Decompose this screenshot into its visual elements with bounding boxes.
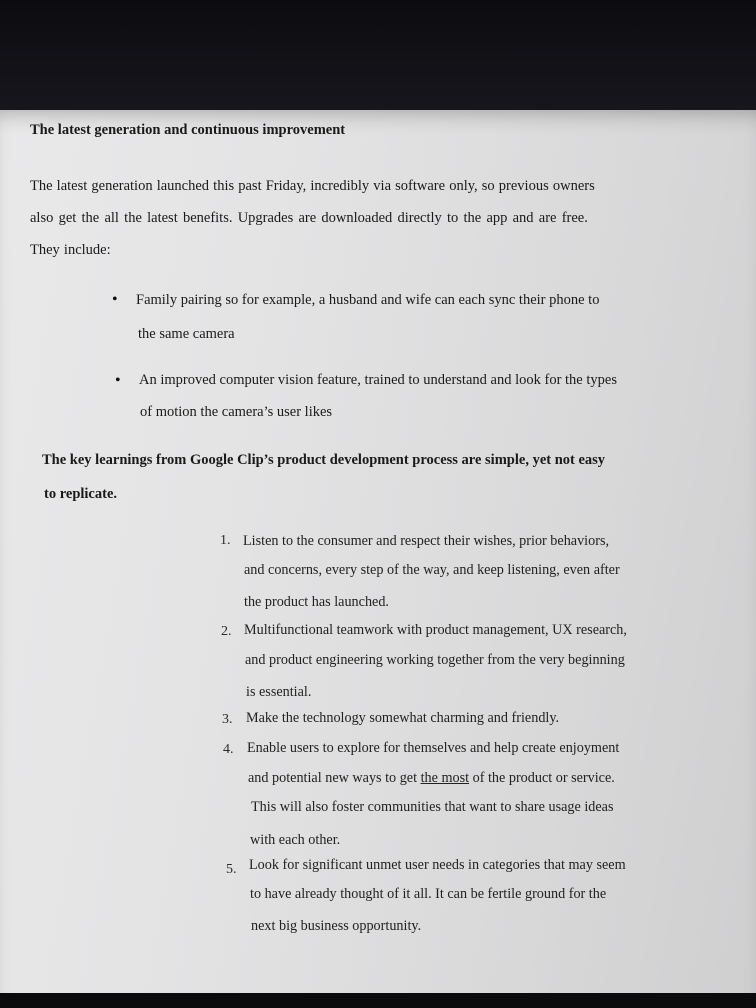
list-number: 3. bbox=[222, 712, 233, 727]
list-item: and concerns, every step of the way, and keep listening, even after bbox=[244, 562, 620, 578]
list-item: with each other. bbox=[250, 832, 341, 848]
list-item: the product has launched. bbox=[244, 594, 389, 610]
list-item: next big business opportunity. bbox=[251, 918, 422, 934]
list-number: 5. bbox=[226, 862, 237, 877]
list-item: This will also foster communities that want to share usage ideas bbox=[251, 799, 614, 815]
section-heading-latest-generation: The latest generation and continuous improvement bbox=[30, 122, 346, 138]
list-item: Listen to the consumer and respect their wishes, prior behaviors, bbox=[243, 533, 610, 549]
list-item bbox=[248, 770, 615, 787]
bullet-icon: • bbox=[115, 372, 121, 389]
list-number: 4. bbox=[223, 742, 234, 757]
bullet-item: An improved computer vision feature, trained to understand and look for the types bbox=[139, 372, 617, 388]
list-item: Multifunctional teamwork with product management, UX research, bbox=[244, 622, 627, 638]
list-item: to have already thought of it all. It can be fertile ground for the bbox=[250, 886, 607, 902]
paragraph-line: The latest generation launched this past Friday, incredibly via software only, so previous owners bbox=[30, 178, 595, 194]
bullet-item: of motion the camera’s user likes bbox=[140, 404, 333, 420]
section-heading-key-learnings: The key learnings from Google Clip’s product development process are simple, yet not easy bbox=[42, 452, 606, 468]
list-item: Make the technology somewhat charming and friendly. bbox=[246, 710, 560, 726]
list-item-text: and potential new ways to get bbox=[248, 770, 421, 786]
bullet-item: the same camera bbox=[138, 326, 235, 342]
underlined-text: the most bbox=[420, 770, 470, 786]
list-item-text: of the product or service. bbox=[469, 770, 615, 786]
list-item: Look for significant unmet user needs in categories that may seem bbox=[249, 857, 626, 873]
list-item: Enable users to explore for themselves and help create enjoyment bbox=[247, 740, 620, 756]
paragraph-line: They include: bbox=[30, 242, 111, 258]
list-item: is essential. bbox=[246, 684, 312, 700]
paragraph-line: also get the all the latest benefits. Upgrades are downloaded directly to the app and are free. bbox=[30, 210, 588, 226]
list-item: and product engineering working together from the very beginning bbox=[245, 652, 625, 668]
list-number: 1. bbox=[220, 533, 231, 548]
list-number: 2. bbox=[221, 624, 232, 639]
bullet-icon: • bbox=[112, 291, 118, 308]
monitor-bezel bbox=[0, 0, 756, 112]
bullet-item: Family pairing so for example, a husband and wife can each sync their phone to bbox=[136, 292, 600, 308]
monitor-bottom-edge bbox=[0, 993, 756, 1008]
section-heading-key-learnings: to replicate. bbox=[44, 486, 118, 502]
